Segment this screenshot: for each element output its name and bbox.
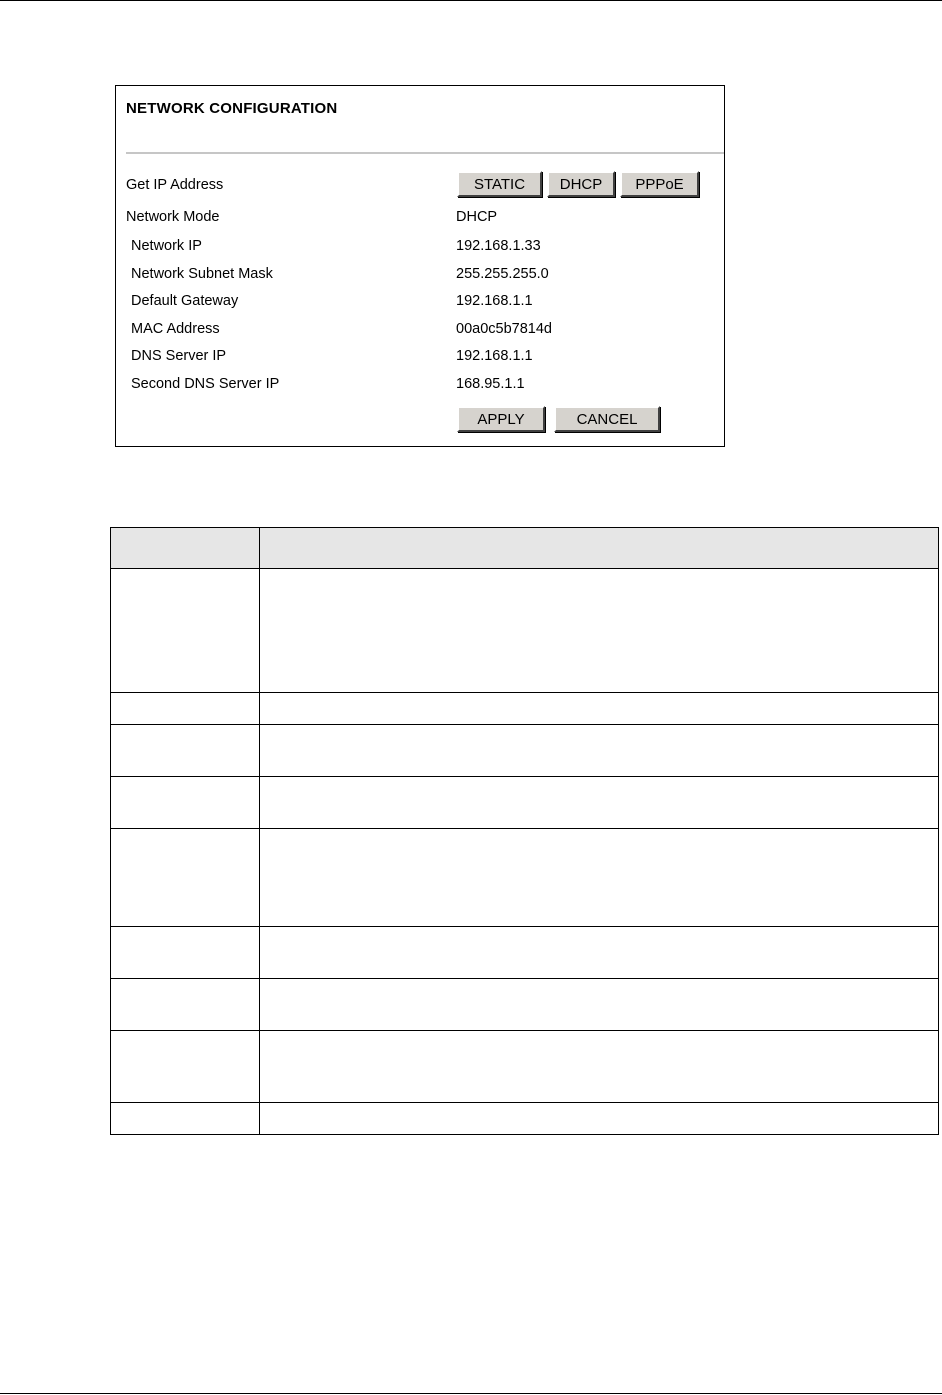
apply-button[interactable]: APPLY: [457, 406, 545, 432]
table-cell: [111, 777, 260, 829]
dns-server-ip-value: 192.168.1.1: [456, 348, 533, 364]
page-bottom-rule: [0, 1393, 942, 1394]
table-row: [111, 569, 939, 693]
table-row: [111, 927, 939, 979]
mac-address-label: MAC Address: [131, 321, 220, 337]
static-button[interactable]: STATIC: [457, 171, 542, 197]
table-cell: [111, 569, 260, 693]
network-mode-value: DHCP: [456, 209, 498, 225]
table-header-row: [111, 528, 939, 569]
network-mode-label: Network Mode: [126, 209, 220, 225]
table-cell: [111, 829, 260, 927]
default-gateway-value: 192.168.1.1: [456, 293, 533, 309]
table-row: [111, 1031, 939, 1103]
pppoe-button[interactable]: PPPoE: [620, 171, 699, 197]
network-ip-label: Network IP: [131, 238, 202, 254]
panel-divider: [126, 152, 724, 154]
subnet-mask-value: 255.255.255.0: [456, 266, 549, 282]
table-cell: [260, 569, 939, 693]
mac-address-value: 00a0c5b7814d: [456, 321, 552, 337]
table-cell: [260, 777, 939, 829]
second-dns-server-ip-label: Second DNS Server IP: [131, 376, 280, 392]
table-row: [111, 777, 939, 829]
second-dns-server-ip-value: 168.95.1.1: [456, 376, 525, 392]
dns-server-ip-label: DNS Server IP: [131, 348, 227, 364]
table-row: [111, 1103, 939, 1135]
dhcp-button[interactable]: DHCP: [547, 171, 615, 197]
table-cell: [111, 1103, 260, 1135]
default-gateway-label: Default Gateway: [131, 293, 239, 309]
table-cell: [260, 829, 939, 927]
table-cell: [260, 693, 939, 725]
table-cell: [260, 927, 939, 979]
table-cell: [111, 1031, 260, 1103]
table-row: [111, 725, 939, 777]
table-cell: [260, 1103, 939, 1135]
cancel-button[interactable]: CANCEL: [554, 406, 660, 432]
table-header-description-cell: [260, 528, 939, 569]
table-cell: [111, 725, 260, 777]
table-cell: [111, 693, 260, 725]
table-row: [111, 829, 939, 927]
get-ip-address-label: Get IP Address: [126, 177, 224, 193]
subnet-mask-label: Network Subnet Mask: [131, 266, 273, 282]
table-header-label-cell: [111, 528, 260, 569]
table-row: [111, 979, 939, 1031]
table-cell: [111, 979, 260, 1031]
table-row: [111, 693, 939, 725]
page-top-rule: [0, 0, 942, 1]
network-configuration-panel: [115, 85, 725, 447]
table-cell: [260, 1031, 939, 1103]
table-cell: [260, 725, 939, 777]
network-ip-value: 192.168.1.33: [456, 238, 541, 254]
table-cell: [111, 927, 260, 979]
field-description-table: [110, 527, 939, 1135]
panel-title: NETWORK CONFIGURATION: [126, 100, 338, 117]
table-cell: [260, 979, 939, 1031]
